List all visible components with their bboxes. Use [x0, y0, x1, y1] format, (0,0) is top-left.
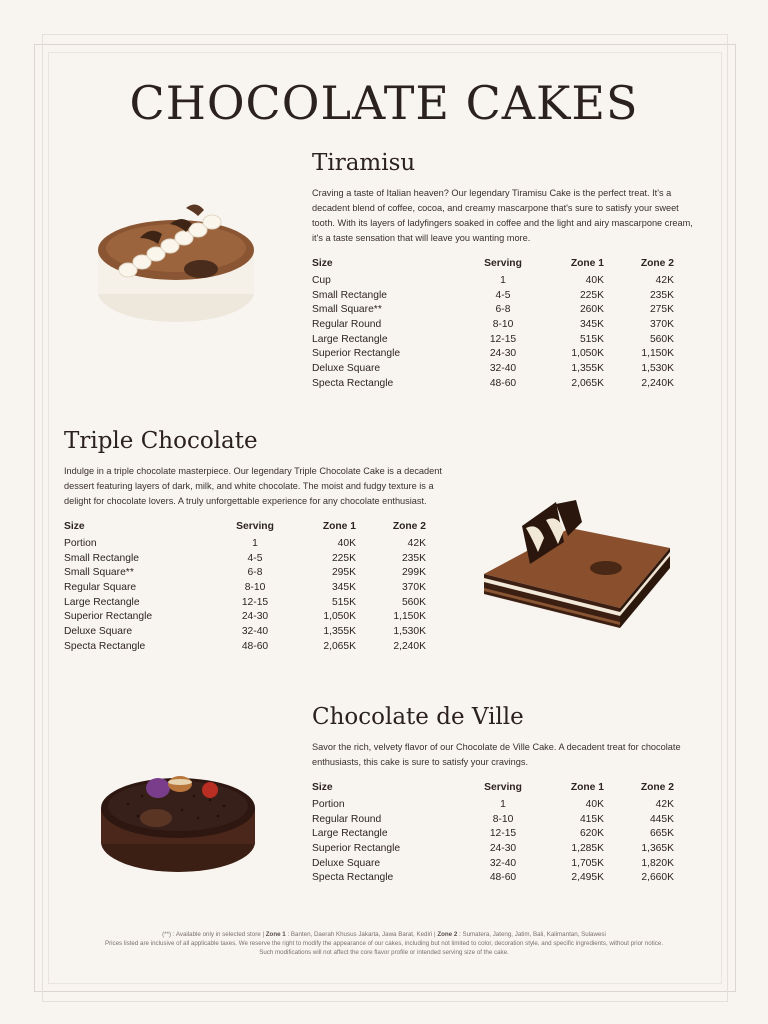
cell-zone1: 260K: [579, 304, 604, 316]
section-description: Savor the rich, velvety flavor of our Chocolate de Ville Cake. A decadent treat for chocolate enthusiasts, this cake is sure to satisfy your cravings.: [312, 742, 681, 767]
table-row: [64, 595, 426, 610]
cell-zone2: 235K: [649, 289, 674, 301]
table-header-row: [64, 519, 426, 536]
cell-size: Small Rectangle: [312, 289, 387, 301]
footer-disclaimer: Prices listed are inclusive of all applicable taxes. We reserve the right to modify the appearance of our cakes, including but not limited to color, decoration style, and specific ingredients, without prior notice. Such modifications will not affect the core flavor profile or intended serving size of the cake.: [104, 940, 664, 956]
cell-zone1: 345K: [331, 581, 356, 593]
cell-size: Large Rectangle: [312, 333, 388, 345]
cell-zone2: 2,240K: [641, 377, 674, 389]
table-row: [64, 580, 426, 595]
cell-zone1: 2,065K: [571, 377, 604, 389]
cell-serving: 24-30: [489, 348, 517, 360]
cell-zone1: 225K: [579, 289, 604, 301]
cell-zone2: 1,150K: [641, 348, 674, 360]
cell-zone1: 2,065K: [323, 640, 356, 652]
cell-size: Small Square**: [64, 567, 134, 579]
cell-size: Cup: [312, 274, 331, 286]
cell-size: Specta Rectangle: [312, 872, 394, 884]
table-row: [312, 841, 674, 856]
header-zone1: Zone 1: [570, 781, 604, 793]
table-row: [64, 639, 426, 654]
table-row: [64, 609, 426, 624]
header-size: Size: [312, 257, 333, 269]
cell-zone2: 370K: [649, 318, 674, 330]
cell-zone1: 515K: [579, 333, 604, 345]
header-zone2: Zone 2: [640, 257, 674, 269]
cell-serving: 4-5: [495, 289, 511, 301]
footer-zones-line: (**) : Available only in selected store | Zone 1 : Banten, Daerah Khusus Jakarta, Jawa Barat, Kediri | Zone 2 : Sumatera, Jateng, Jatim, Bali, Kalimantan, Sulawesi: [162, 931, 606, 938]
cell-serving: 8-10: [492, 318, 514, 330]
table-row: [64, 551, 426, 566]
cell-zone1: 295K: [331, 567, 356, 579]
cell-zone2: 2,660K: [641, 872, 674, 884]
cell-serving: 48-60: [489, 377, 517, 389]
cell-zone2: 560K: [649, 333, 674, 345]
table-row: [64, 624, 426, 639]
cell-zone1: 345K: [579, 318, 604, 330]
section-title: Triple Chocolate: [64, 428, 258, 454]
table-row: [312, 361, 674, 376]
cell-serving: 6-8: [247, 567, 263, 579]
cell-serving: 32-40: [241, 625, 269, 637]
cell-serving: 8-10: [244, 581, 266, 593]
cell-zone1: 1,355K: [323, 625, 356, 637]
cell-zone1: 1,050K: [323, 611, 356, 623]
cell-size: Superior Rectangle: [312, 842, 401, 854]
cell-serving: 48-60: [489, 872, 517, 884]
cell-zone1: 2,495K: [571, 872, 604, 884]
cell-zone1: 40K: [337, 537, 356, 549]
table-row: [64, 565, 426, 580]
cell-size: Regular Square: [64, 581, 137, 593]
table-row: [312, 826, 674, 841]
cell-zone1: 1,705K: [571, 857, 604, 869]
cell-zone1: 1,050K: [571, 348, 604, 360]
cell-zone2: 1,820K: [641, 857, 674, 869]
table-header-row: [312, 256, 674, 273]
header-zone1: Zone 1: [322, 520, 356, 532]
tiramisu-cake-image: [94, 196, 260, 330]
cell-size: Large Rectangle: [312, 828, 388, 840]
cell-serving: 6-8: [495, 304, 511, 316]
cell-zone2: 560K: [401, 596, 426, 608]
section-tiramisu: [312, 150, 697, 391]
cell-size: Specta Rectangle: [64, 640, 146, 652]
table-row: [312, 797, 674, 812]
header-zone2: Zone 2: [392, 520, 426, 532]
cell-size: Specta Rectangle: [312, 377, 394, 389]
footer-zone2-areas: : Sumatera, Jateng, Jatim, Bali, Kalimantan, Sulawesi: [459, 931, 606, 938]
cell-serving: 1: [500, 798, 506, 810]
cell-serving: 32-40: [489, 362, 517, 374]
header-size: Size: [64, 520, 85, 532]
table-header-row: [312, 780, 674, 797]
cell-zone2: 370K: [401, 581, 426, 593]
header-serving: Serving: [236, 520, 274, 532]
cell-zone2: 2,240K: [393, 640, 426, 652]
cell-zone2: 235K: [401, 552, 426, 564]
price-table: [64, 519, 426, 654]
cell-serving: 12-15: [489, 333, 517, 345]
table-row: [312, 856, 674, 871]
table-row: [312, 870, 674, 885]
cell-zone2: 42K: [655, 798, 674, 810]
cell-zone2: 665K: [649, 828, 674, 840]
header-zone1: Zone 1: [570, 257, 604, 269]
cell-size: Deluxe Square: [312, 857, 381, 869]
table-row: [312, 317, 674, 332]
cell-size: Small Square**: [312, 304, 382, 316]
footer-availability-note: (**) : Available only in selected store: [162, 931, 261, 938]
cell-zone1: 415K: [579, 813, 604, 825]
cell-size: Deluxe Square: [64, 625, 133, 637]
chocolate-de-ville-cake-image: [98, 766, 260, 880]
footer-zone1-label: Zone 1: [265, 931, 286, 938]
table-row: [312, 288, 674, 303]
cell-zone2: 42K: [407, 537, 426, 549]
price-table-body: [64, 536, 426, 654]
cell-zone2: 1,530K: [641, 362, 674, 374]
cell-zone2: 445K: [649, 813, 674, 825]
cell-zone1: 620K: [579, 828, 604, 840]
price-table: [312, 256, 674, 391]
footer-notes: [100, 930, 668, 957]
section-title: Tiramisu: [312, 150, 416, 176]
cell-size: Superior Rectangle: [312, 348, 401, 360]
table-row: [64, 536, 426, 551]
section-description: Craving a taste of Italian heaven? Our legendary Tiramisu Cake is the perfect treat. It's a decadent blend of coffee, cocoa, and creamy mascarpone that's sure to satisfy your sweet tooth. With its layers of ladyfingers soaked in coffee and the light and airy mascarpone cream, it's a taste sensation that will leave you wanting more.: [312, 188, 693, 243]
cell-zone2: 1,150K: [393, 611, 426, 623]
cell-serving: 24-30: [241, 611, 269, 623]
section-title: Chocolate de Ville: [312, 704, 524, 730]
cell-size: Portion: [64, 537, 97, 549]
price-table-body: [312, 797, 674, 885]
section-description: Indulge in a triple chocolate masterpiece. Our legendary Triple Chocolate Cake is a decadent dessert featuring layers of dark, milk, and white chocolate. The moist and fudgy texture is a delight for chocolate lovers. A truly unforgettable experience for any chocolate enthusiast.: [64, 466, 442, 506]
cell-size: Portion: [312, 798, 345, 810]
footer-zone2-label: Zone 2: [437, 931, 458, 938]
cell-serving: 24-30: [489, 842, 517, 854]
table-row: [312, 812, 674, 827]
header-zone2: Zone 2: [640, 781, 674, 793]
table-row: [312, 346, 674, 361]
cell-size: Large Rectangle: [64, 596, 140, 608]
cell-serving: 32-40: [489, 857, 517, 869]
cell-serving: 4-5: [247, 552, 263, 564]
cell-serving: 12-15: [241, 596, 269, 608]
cell-size: Regular Round: [312, 813, 382, 825]
header-serving: Serving: [484, 781, 522, 793]
cell-zone2: 42K: [655, 274, 674, 286]
triple-chocolate-cake-image: [480, 494, 674, 634]
cell-serving: 1: [252, 537, 258, 549]
table-row: [312, 273, 674, 288]
table-row: [312, 302, 674, 317]
cell-zone1: 40K: [585, 274, 604, 286]
cell-zone1: 515K: [331, 596, 356, 608]
cell-zone1: 1,355K: [571, 362, 604, 374]
cell-zone1: 1,285K: [571, 842, 604, 854]
cell-serving: 12-15: [489, 828, 517, 840]
cell-serving: 8-10: [492, 813, 514, 825]
cell-zone2: 275K: [649, 304, 674, 316]
header-size: Size: [312, 781, 333, 793]
cell-serving: 1: [500, 274, 506, 286]
cell-size: Deluxe Square: [312, 362, 381, 374]
table-row: [312, 332, 674, 347]
cell-size: Small Rectangle: [64, 552, 139, 564]
header-serving: Serving: [484, 257, 522, 269]
price-table: [312, 780, 674, 885]
table-row: [312, 376, 674, 391]
section-chocolate-de-ville: [312, 704, 697, 885]
cell-zone1: 225K: [331, 552, 356, 564]
cell-size: Superior Rectangle: [64, 611, 153, 623]
page-title: CHOCOLATE CAKES: [129, 76, 639, 130]
cell-size: Regular Round: [312, 318, 382, 330]
footer-zone1-areas: : Banten, Daerah Khusus Jakarta, Jawa Barat, Kediri: [287, 931, 433, 938]
price-table-body: [312, 273, 674, 391]
cell-zone2: 299K: [401, 567, 426, 579]
cell-zone2: 1,365K: [641, 842, 674, 854]
cell-serving: 48-60: [241, 640, 269, 652]
section-triple-chocolate: [64, 428, 449, 654]
cell-zone2: 1,530K: [393, 625, 426, 637]
cell-zone1: 40K: [585, 798, 604, 810]
